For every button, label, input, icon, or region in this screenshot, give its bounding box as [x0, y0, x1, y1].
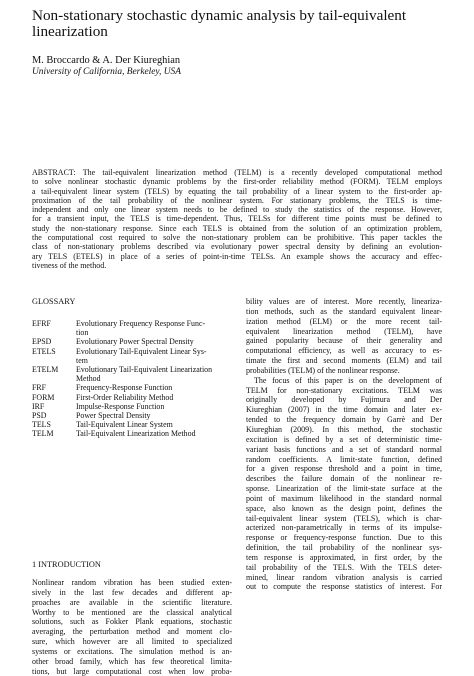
introduction-heading: 1 INTRODUCTION — [32, 560, 101, 569]
body-line: equivalent linearization method (TELM), have — [246, 326, 442, 336]
paragraph-continued — [246, 297, 442, 376]
body-line: response or frequency-response function. Due to this — [246, 533, 442, 543]
glossary-term: IRF — [32, 401, 45, 411]
body-line: bility values are of interest. More recently, lineariza- — [246, 297, 442, 306]
glossary-term: EPSD — [32, 337, 52, 347]
abstract-line: class of non-stationary problems described via evolutionary power spectral density by defining an evolution- — [32, 242, 442, 252]
body-line: Kiureghian (2009). In this method, the stochastic — [246, 424, 442, 434]
body-line: gained popularity because of their generality and — [246, 336, 442, 346]
glossary-item — [32, 420, 232, 429]
glossary-definition — [76, 337, 232, 346]
body-line: systems or excitations. The simulation method is an- — [32, 646, 232, 656]
body-line: definition, the tail probability of the nonlinear sys- — [246, 543, 442, 553]
definition-line: Evolutionary Frequency Response Func- — [76, 319, 206, 328]
definition-line: Evolutionary Tail-Equivalent Linear Sys- — [76, 346, 207, 356]
glossary-heading: GLOSSARY — [32, 297, 76, 306]
author-affiliation: University of California, Berkeley, USA — [32, 67, 181, 77]
body-line: variant basis functions and a set of standard normal — [246, 444, 442, 454]
body-line: tions, but large computational cost when low proba- — [32, 666, 232, 676]
glossary-term: ETELM — [32, 365, 59, 375]
body-line: other broad family, which has few theoretical limita- — [32, 656, 232, 666]
body-line: The focus of this paper is on the development of — [254, 375, 442, 385]
glossary-definition — [76, 429, 232, 438]
body-line: describes the failure domain of the nonlinear re- — [246, 474, 442, 484]
abstract-line: ABSTRACT: The tail-equivalent linearization method (TELM) is a recently developed computational method — [32, 168, 442, 177]
body-line: acterized non-parametrically in terms of its impulse- — [246, 523, 442, 533]
body-line: sure, which however are all limited to specialized — [32, 637, 232, 647]
glossary-definition — [76, 365, 232, 383]
body-line: point of maximum likelihood in the standard normal — [246, 493, 442, 503]
glossary-definition — [76, 393, 232, 402]
glossary-term: FRF — [32, 383, 47, 393]
glossary-item — [32, 337, 232, 346]
body-line: tem response is approximated, in first order, by the — [246, 552, 442, 562]
title-line-1: Non-stationary stochastic dynamic analysis by tail-equivalent — [32, 7, 407, 24]
definition-line: Tail-Equivalent Linear System — [76, 420, 173, 430]
definition-line: tion — [76, 328, 89, 338]
introduction-paragraph — [32, 578, 232, 676]
glossary-term: PSD — [32, 411, 47, 421]
glossary-item — [32, 383, 232, 392]
definition-line: Power Spectral Density — [76, 411, 151, 421]
body-line: timate the first and second moments (ELM) and tail — [246, 356, 442, 366]
body-line: TELM for non-stationary excitations. TELM was — [246, 385, 442, 395]
body-line: Nonlinear random vibration has been studied exten- — [32, 578, 232, 587]
body-line: averaging, the perturbation method and moment clo- — [32, 627, 232, 637]
body-line: Kiureghian (2007) in the time domain and later ex- — [246, 405, 442, 415]
body-line: tended to the frequency domain by Garrè and Der — [246, 415, 442, 425]
definition-line: Method — [76, 374, 101, 384]
glossary-definition — [76, 411, 232, 420]
right-column — [246, 297, 442, 592]
body-line: tail probability of the TELS. With the TELS deter- — [246, 562, 442, 572]
abstract-line: the computational cost required to solve the non-stationary problem can be prohibitive. This paper tackles the — [32, 233, 442, 243]
definition-line: Evolutionary Tail-Equivalent Linearization — [76, 365, 213, 375]
paragraph-focus — [246, 376, 442, 593]
body-line: out to compute the response statistics of interest. For — [246, 582, 442, 592]
definition-line: tem — [76, 355, 88, 365]
body-line: tail-equivalent linear system (TELS), which is char- — [246, 513, 442, 523]
body-line: for a given response threshold and a point in time, — [246, 464, 442, 474]
body-line: space, also known as the design point, defines the — [246, 503, 442, 513]
glossary-term: FORM — [32, 392, 55, 402]
left-column — [32, 297, 232, 676]
abstract — [32, 168, 442, 270]
definition-line: Frequency-Response Function — [76, 383, 173, 393]
body-line: tion methods, such as the standard equivalent linear- — [246, 306, 442, 316]
glossary-item — [32, 429, 232, 438]
glossary-term: TELM — [32, 429, 54, 439]
body-line: excitation is defined by a set of deterministic time- — [246, 434, 442, 444]
body-line: sively in the last few decades and different ap- — [32, 587, 232, 597]
definition-line: Tail-Equivalent Linearization Method — [76, 429, 196, 439]
glossary-definition — [76, 347, 232, 365]
body-line: sponse. Linearization of the limit-state surface at the — [246, 484, 442, 494]
body-line: probabilities (TELM) of the nonlinear response. — [246, 365, 400, 375]
author-names: M. Broccardo & A. Der Kiureghian — [32, 55, 181, 66]
glossary-item — [32, 365, 232, 383]
abstract-line: a tail-equivalent linear system (TELS) by equating the tail probability of a linear system to the first-order ap- — [32, 186, 442, 196]
glossary-item — [32, 402, 232, 411]
body-line: Worthy to be mentioned are the classical analytical — [32, 607, 232, 617]
abstract-line: to solve nonlinear stochastic dynamic problems by the first-order reliability method (FORM). TELM employs — [32, 177, 442, 187]
definition-line: Impulse-Response Function — [76, 401, 165, 411]
body-line: mined, linear random vibration analysis is carried — [246, 572, 442, 582]
glossary-term: ETELS — [32, 346, 56, 356]
body-line: ization method (ELM) or the more recent tail- — [246, 316, 442, 326]
body-line: computational efficiency, as well as accuracy to es- — [246, 346, 442, 356]
abstract-line: tiveness of the method. — [32, 260, 107, 270]
glossary-list — [32, 319, 232, 439]
body-line: random coefficients. A limit-state function, defined — [246, 454, 442, 464]
abstract-line: study the non-stationary response. Since each TELS is obtained from the solution of an optimization problem, — [32, 223, 442, 233]
glossary-term: TELS — [32, 420, 51, 430]
abstract-line: for a transient input, the TELS is time-dependent. Thus, TELSs for different time points must be defined to — [32, 214, 442, 224]
glossary-definition — [76, 319, 232, 337]
glossary-definition — [76, 402, 232, 411]
abstract-line: independent and only one linear system needs to be defined to study the statistics of the response. However, — [32, 205, 442, 215]
glossary-item — [32, 411, 232, 420]
body-line: solutions, such as Fokker Plank equations, stochastic — [32, 617, 232, 627]
definition-line: First-Order Reliability Method — [76, 392, 174, 402]
definition-line: Evolutionary Power Spectral Density — [76, 337, 194, 347]
glossary-definition — [76, 383, 232, 392]
title-line-2: linearization — [32, 23, 108, 40]
body-line: originally developed by Fujimura and Der — [246, 395, 442, 405]
glossary-term: EFRF — [32, 319, 51, 328]
paper-title — [32, 8, 442, 40]
glossary-item — [32, 319, 232, 337]
abstract-line: proximation of the tail probability of the nonlinear system. For stationary problems, the TELS is time- — [32, 195, 442, 205]
glossary-item — [32, 347, 232, 365]
abstract-line: ary TELS (ETELS) in place of a series of point-in-time TELSs. An example shows the accuracy and effec- — [32, 251, 442, 261]
body-line: proaches are available in the scientific literature. — [32, 597, 232, 607]
glossary-definition — [76, 420, 232, 429]
glossary-item — [32, 393, 232, 402]
